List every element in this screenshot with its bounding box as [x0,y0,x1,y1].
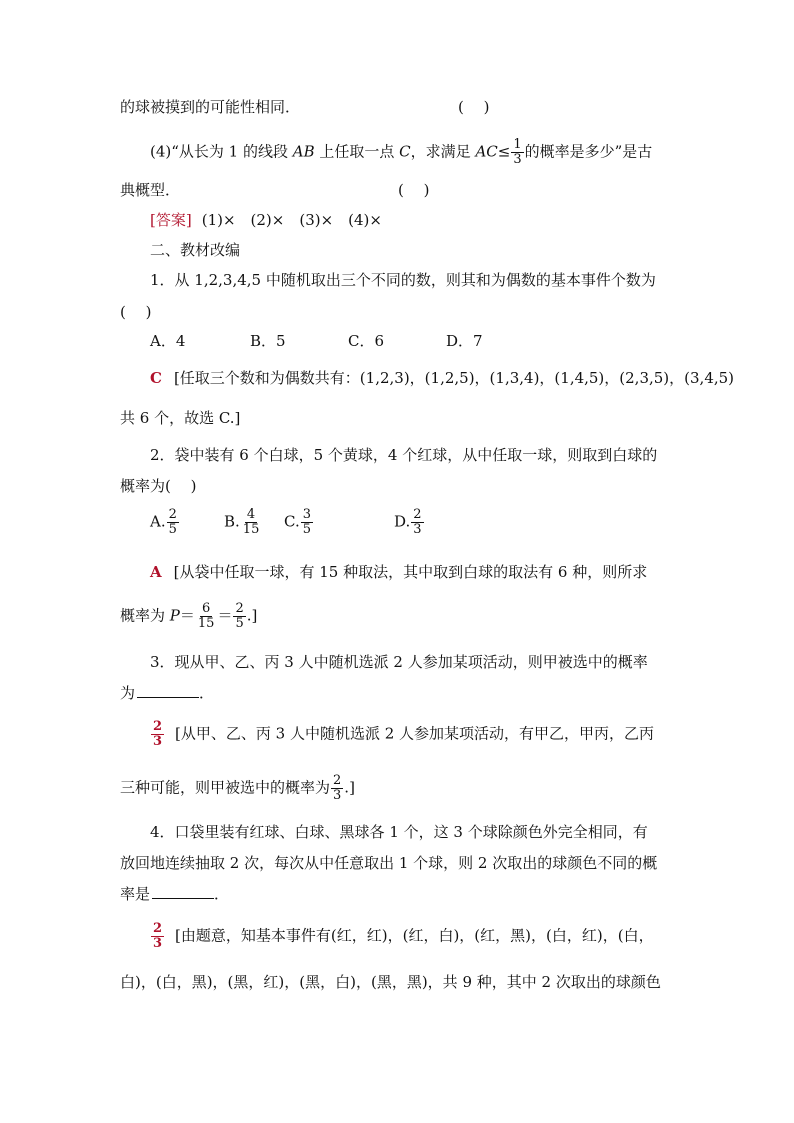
fraction-numerator: 2 [153,719,163,734]
option-b: B．5 [250,332,286,350]
question-text: ． [199,684,215,702]
question-4-solution-cont [120,972,661,992]
fraction [241,508,262,537]
question-text: 为 [120,684,136,702]
fraction [196,602,217,631]
le-sign: ≤ [497,142,511,161]
option-label: B. [224,512,240,531]
question-text: 4．口袋里装有红球、白球、黑球各 1 个，这 3 个球除颜色外完全相同，有 [150,823,648,841]
equals-sign: ＝ [179,606,195,625]
solution-text: [从袋中任取一球，有 15 种取法，其中取到白球的取法有 6 种，则所求 [173,563,648,581]
line-text: 的概率是多少”是古 [524,142,653,161]
fraction [233,602,245,631]
fraction-denominator: 5 [168,522,177,537]
fraction-numerator: 2 [413,507,422,522]
question-text: 1．从 1,2,3,4,5 中随机取出三个不同的数，则其和为偶数的基本事件个数为 [150,271,656,289]
equals-sign: ＝ [217,606,233,625]
fraction [301,508,313,537]
question-1-paren [120,302,151,322]
solution-text: .] [344,778,355,797]
fraction [511,138,523,167]
question-4-stem-cont [120,884,229,904]
answer-paren: ( ) [120,303,152,321]
option-d [394,508,425,537]
answer-paren: ( ) [398,181,430,199]
answer-letter: A [150,563,162,581]
question-4-stem [150,822,648,842]
segment-ac: AC [475,142,498,161]
fraction [167,508,179,537]
fraction [331,774,343,803]
question-text: 率是 [120,885,151,903]
option-c: C．6 [348,332,385,350]
fraction-numerator: 6 [202,601,211,616]
fraction-numerator: 2 [153,921,163,936]
probability-symbol: P [169,606,180,625]
option-label: C. [284,512,300,531]
fraction-numerator: 3 [302,507,311,522]
fraction-denominator: 5 [302,522,311,537]
section-heading [150,240,240,260]
text-line [120,180,430,200]
text-line [120,97,490,117]
solution-text: 白)，(白，黑)，(黑，红)，(黑，白)，(黑，黑)，共 9 种，其中 2 次取出的球颜色 [120,973,661,991]
fraction [411,508,423,537]
option-a: A．4 [150,332,186,350]
solution-text: 共 6 个，故选 C.] [120,409,241,427]
answer-fraction [151,922,164,951]
line-text: 典概型． [120,181,181,199]
solution-text: [由题意，知基本事件有(红，红)，(红，白)，(红，黑)，(白，红)，(白， [175,926,654,945]
fraction-numerator: 4 [246,507,256,522]
fraction-numerator: 2 [168,507,177,522]
point-c: C [399,142,411,161]
solution-text: [任取三个数和为偶数共有：(1,2,3)，(1,2,5)，(1,3,4)，(1,4,5)，(2,3,5)，(3,4,5) [173,369,735,387]
question-4-line [150,138,652,167]
answer-text: (1)× (2)× (3)× (4)× [201,211,382,229]
section-title: 二、教材改编 [150,241,241,259]
fraction-denominator: 15 [197,616,215,631]
question-4-solution [150,922,654,951]
option-d: D．7 [446,332,483,350]
answer-blank [137,683,199,698]
question-4-stem-cont [120,853,657,873]
solution-text: [从甲、乙、丙 3 人中随机选派 2 人参加某项活动，有甲乙，甲丙，乙丙 [175,724,655,743]
fraction-denominator: 3 [333,788,342,803]
question-text: ． [214,885,230,903]
answer-label: [答案] [150,211,192,229]
question-text: 放回地连续抽取 2 次，每次从中任意取出 1 个球，则 2 次取出的球颜色不同的概 [120,854,658,872]
question-1-options [150,331,483,351]
fraction-denominator: 5 [235,616,244,631]
solution-text: 三种可能，则甲被选中的概率为 [120,778,331,797]
question-2-stem-cont [120,476,196,496]
question-1-solution [150,368,734,388]
line-text: (4)“从长为 1 的线段 [150,142,293,161]
option-c [284,508,394,537]
question-text: 概率为( ) [120,477,197,495]
question-3-stem [150,652,648,672]
question-3-solution-cont [120,774,355,803]
question-3-stem-cont [120,683,214,703]
line-text: 上任取一点 [314,142,400,161]
question-text: 3．现从甲、乙、丙 3 人中随机选派 2 人参加某项活动，则甲被选中的概率 [150,653,648,671]
option-a [150,508,224,537]
fraction-denominator: 15 [242,522,260,537]
option-label: A. [150,512,166,531]
line-text: ，求满足 [410,142,476,161]
answer-paren: ( ) [458,98,490,116]
fraction-denominator: 3 [153,936,163,951]
question-2-solution [150,562,647,582]
question-text: 2．袋中装有 6 个白球，5 个黄球，4 个红球，从中任取一球，则取到白球的 [150,446,658,464]
segment-ab: AB [292,142,315,161]
fraction-denominator: 3 [513,152,522,167]
fraction-numerator: 2 [235,601,244,616]
fraction-denominator: 3 [413,522,422,537]
fraction-numerator: 1 [513,137,522,152]
solution-text: .] [246,606,258,625]
fraction-denominator: 3 [153,734,163,749]
question-2-options [150,508,425,537]
question-1-stem [150,270,656,290]
question-1-solution-cont [120,408,240,428]
answer-blank [152,884,214,899]
answer-fraction [151,720,164,749]
option-b [224,508,284,537]
question-2-solution-cont [120,602,257,631]
answer-letter: C [150,369,162,387]
question-2-stem [150,445,657,465]
option-label: D. [394,512,411,531]
fraction-numerator: 2 [333,773,342,788]
answer-line [150,210,382,230]
question-3-solution [150,720,654,749]
solution-text: 概率为 [120,606,170,625]
line-text: 的球被摸到的可能性相同． [120,98,301,116]
